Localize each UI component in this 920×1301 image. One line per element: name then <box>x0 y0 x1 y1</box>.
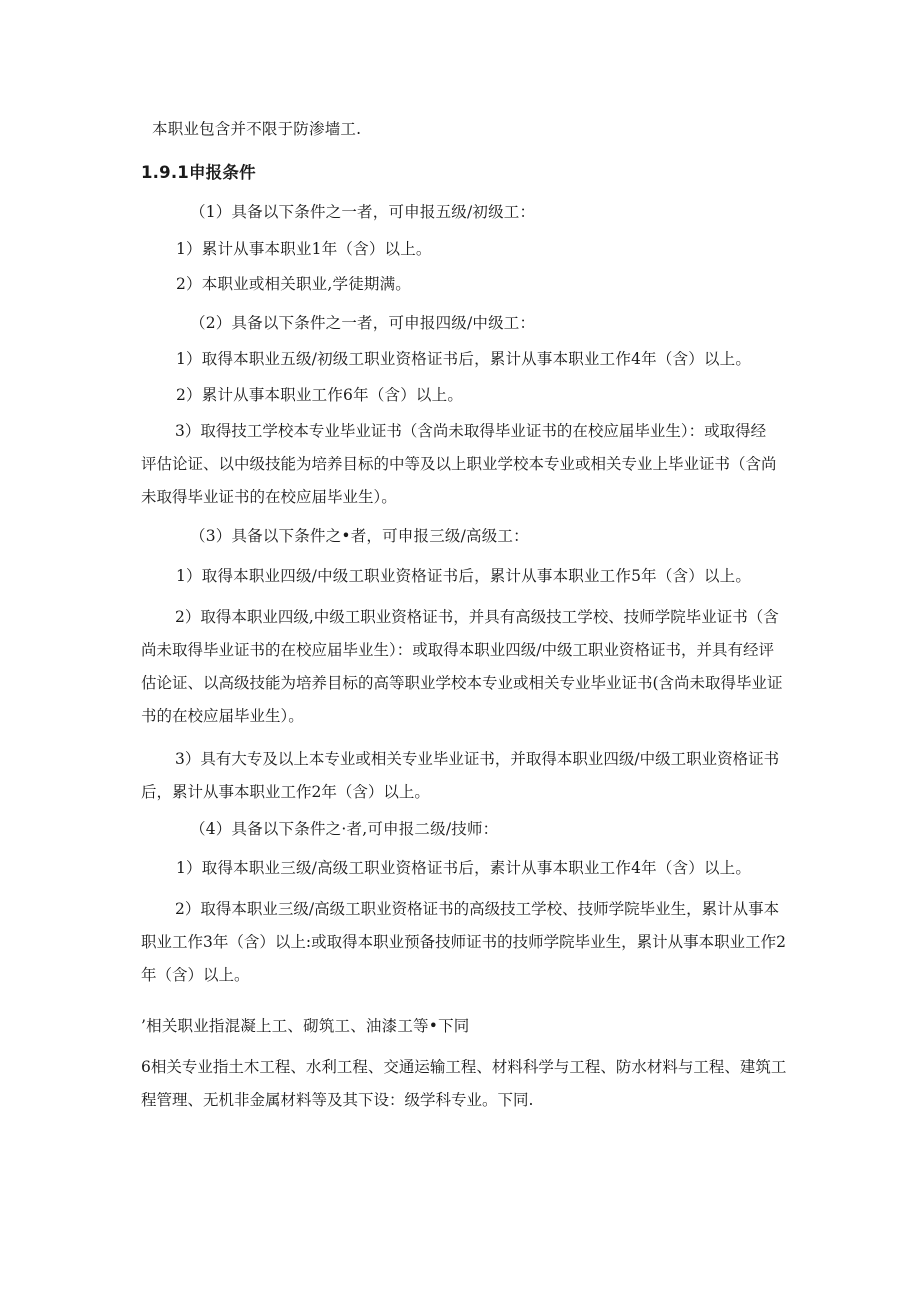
condition-2-item-2: 2）累计从事本职业工作6年（含）以上。 <box>176 386 464 404</box>
footnote-1: ’相关职业指混凝上工、砌筑工、油漆工等•下同 <box>141 1017 470 1035</box>
footnote-2: 6相关专业指土木工程、水利工程、交通运输工程、材料科学与工程、防水材料与工程、建筑工 程管理、无机非金属材料等及其下设：级学科专业。下同. <box>141 1058 787 1109</box>
condition-4-title: （4）具备以下条件之·者,可申报二级/技师： <box>190 820 499 838</box>
condition-2-item-1: 1）取得本职业五级/初级工职业资格证书后，累计从事本职业工作4年（含）以上。 <box>176 350 752 368</box>
condition-3-item-1: 1）取得本职业四级/中级工职业资格证书后，累计从事本职业工作5年（含）以上。 <box>176 567 752 585</box>
condition-3-item-3: 3）具有大专及以上本专业或相关专业毕业证书，并取得本职业四级/中级工职业资格证书 后，累计从事本职业工作2年（含）以上。 <box>141 750 780 801</box>
condition-1-title: （1）具备以下条件之一者，可申报五级/初级工： <box>190 203 536 221</box>
condition-4-item-2: 2）取得本职业三级/高级工职业资格证书的高级技工学校、技师学院毕业生，累计从事本 职业工作3年（含）以上:或取得本职业预备技师证书的技师学院毕业生，累计从事本职业工作2 年（含）以上。 <box>141 900 786 984</box>
condition-2-title: （2）具备以下条件之一者，可申报四级/中级工： <box>190 314 536 332</box>
condition-1-item-1: 1）累计从事本职业1年（含）以上。 <box>176 240 432 258</box>
condition-3-title: （3）具备以下条件之•者，可申报三级/高级工： <box>190 527 529 545</box>
intro-text: 本职业包含并不限于防渗墙工. <box>152 120 362 138</box>
condition-3-item-2: 2）取得本职业四级,中级工职业资格证书，并具有高级技工学校、技师学院毕业证书（含 尚未取得毕业证书的在校应届毕业生）：或取得本职业四级/中级工职业资格证书，并具有经评 估论证、以高级技能为培养目标的高等职业学校本专业或相关专业毕业证书(含尚未取得毕业证 书的在校应届毕业生）。 <box>141 608 783 725</box>
section-heading: 1.9.1申报条件 <box>141 163 256 182</box>
condition-1-item-2: 2）本职业或相关职业,学徒期满。 <box>176 275 411 293</box>
condition-2-item-3: 3）取得技工学校本专业毕业证书（含尚未取得毕业证书的在校应届毕业生）：或取得经 评估论证、以中级技能为培养目标的中等及以上职业学校本专业或相关专业上毕业证书（含尚 未取得毕业证书的在校应届毕业生）。 <box>141 422 777 506</box>
condition-4-item-1: 1）取得本职业三级/高级工职业资格证书后，素计从事本职业工作4年（含）以上。 <box>176 859 752 877</box>
